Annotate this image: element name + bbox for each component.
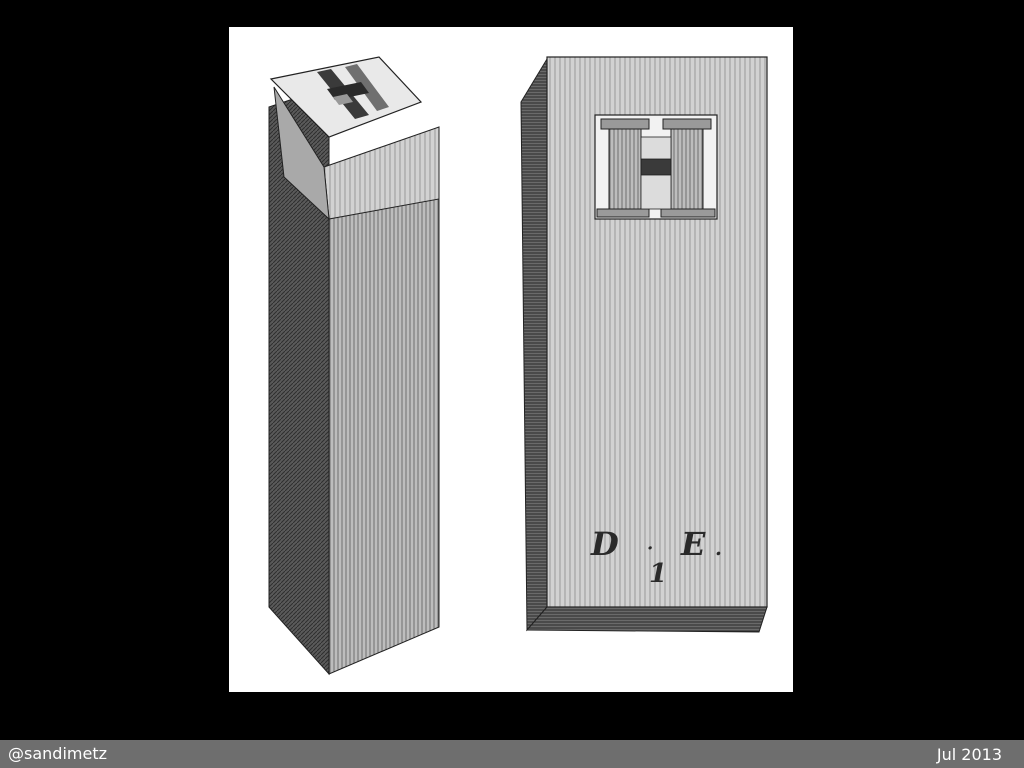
author-handle: @sandimetz xyxy=(8,744,107,763)
slide-date: Jul 2013 xyxy=(936,745,1002,764)
stamp-dot: · xyxy=(647,538,654,559)
stamp-letter-e: E xyxy=(681,525,706,563)
stamp-letter-d: D xyxy=(591,525,619,563)
stamp-number: 1 xyxy=(649,559,668,589)
stamp-period: . xyxy=(715,536,722,560)
footer-bar xyxy=(0,740,1024,768)
left-punch xyxy=(269,57,439,674)
engraving-svg xyxy=(229,27,793,692)
right-punch xyxy=(521,57,767,632)
engraved-h-mark xyxy=(595,115,717,219)
type-punch-illustration xyxy=(229,27,793,692)
